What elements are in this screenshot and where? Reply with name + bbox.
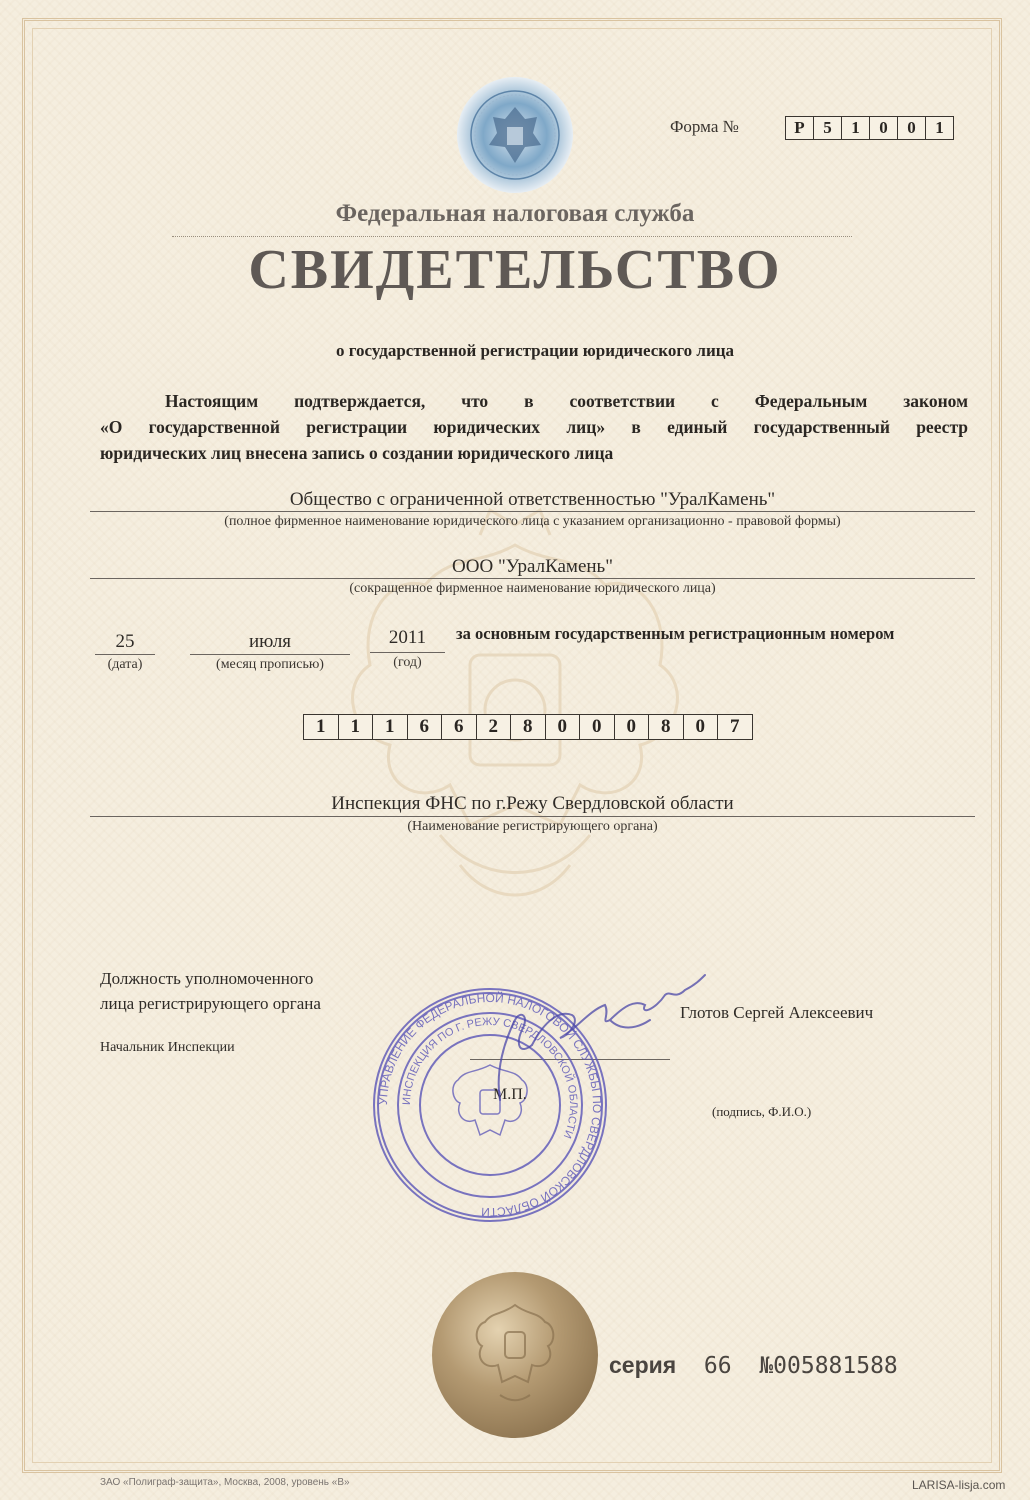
stamp-outer-text: УПРАВЛЕНИЕ ФЕДЕРАЛЬНОЙ НАЛОГОВОЙ СЛУЖБЫ ПО СВЕРДЛОВСКОЙ ОБЛАСТИ <box>375 990 605 1220</box>
ogrn-digit: 2 <box>477 715 512 739</box>
printer-imprint: ЗАО «Полиграф-защита», Москва, 2008, уровень «В» <box>100 1477 350 1488</box>
ogrn-digit: 0 <box>580 715 615 739</box>
blank-number: №005881588 <box>759 1353 898 1379</box>
form-code-digit: 1 <box>842 117 870 139</box>
position-caption-line: Должность уполномоченного <box>100 969 314 988</box>
series-number <box>609 1352 898 1379</box>
company-full-name: Общество с ограниченной ответственностью "УралКамень" <box>289 489 776 510</box>
field-underline <box>90 816 975 817</box>
form-code-digit: 0 <box>870 117 898 139</box>
ogrn-label: за основным государственным регистрационным номером <box>456 624 895 643</box>
confirmation-line: юридических лиц внесена запись о создании юридического лица <box>100 443 614 463</box>
agency-divider <box>172 236 852 237</box>
ogrn-digit: 1 <box>304 715 339 739</box>
position-caption-line: лица регистрирующего органа <box>100 994 321 1013</box>
company-short-name: ООО "УралКамень" <box>452 556 613 577</box>
form-code <box>785 116 954 140</box>
series-code: 66 <box>703 1353 732 1379</box>
registering-authority: Инспекция ФНС по г.Режу Свердловской области <box>331 793 734 814</box>
ogrn-digit: 6 <box>408 715 443 739</box>
registration-day-caption: (дата) <box>107 657 143 672</box>
registration-month: июля <box>248 631 292 652</box>
site-watermark: LARISA-lisja.com <box>912 1478 1006 1492</box>
form-code-digit: Р <box>786 117 814 139</box>
registration-day: 25 <box>115 631 135 652</box>
registering-authority-caption: (Наименование регистрирующего органа) <box>407 819 658 834</box>
company-short-name-caption: (сокращенное фирменное наименование юридического лица) <box>349 581 716 596</box>
form-label: Форма № <box>670 117 739 136</box>
field-underline <box>90 578 975 579</box>
stamp-place-mark: М.П. <box>493 1086 527 1103</box>
confirmation-line: Настоящим подтверждается, что в соответствии с Федеральным законом <box>165 391 968 411</box>
field-underline <box>95 654 155 655</box>
ogrn-digit: 6 <box>442 715 477 739</box>
hologram-emblem-icon <box>455 75 575 195</box>
ogrn-digit: 8 <box>511 715 546 739</box>
certificate-subtitle: о государственной регистрации юридического лица <box>335 341 735 360</box>
signatory-name: Глотов Сергей Алексеевич <box>680 1003 874 1022</box>
company-full-name-caption: (полное фирменное наименование юридического лица с указанием организационно - правовой формы) <box>224 514 841 529</box>
ogrn-digit: 0 <box>684 715 719 739</box>
ogrn-digit: 1 <box>339 715 374 739</box>
stamp-inner-text: ИНСПЕКЦИЯ ПО Г. РЕЖУ СВЕРДЛОВСКОЙ ОБЛАСТИ <box>400 1015 580 1140</box>
form-code-digit: 0 <box>898 117 926 139</box>
field-underline <box>370 652 445 653</box>
position-caption <box>100 966 321 1016</box>
ogrn-digit: 1 <box>373 715 408 739</box>
ogrn-digit: 8 <box>649 715 684 739</box>
agency-name: Федеральная налоговая служба <box>335 200 695 227</box>
official-position: Начальник Инспекции <box>100 1040 235 1055</box>
series-label: серия <box>609 1352 677 1378</box>
confirmation-line: «О государственной регистрации юридических лиц» в единый государственный реестр <box>100 417 968 437</box>
registration-month-caption: (месяц прописью) <box>216 657 324 672</box>
gold-emblem-seal-icon <box>430 1270 600 1440</box>
form-code-digit: 5 <box>814 117 842 139</box>
ogrn-digit: 0 <box>546 715 581 739</box>
signature-caption: (подпись, Ф.И.О.) <box>712 1104 812 1119</box>
certificate-title: СВИДЕТЕЛЬСТВО <box>248 239 782 301</box>
field-underline <box>90 511 975 512</box>
registration-year: 2011 <box>388 627 427 648</box>
ogrn-digit: 7 <box>730 716 740 737</box>
form-code-digit: 1 <box>935 118 944 137</box>
handwritten-signature-icon <box>460 960 720 1110</box>
confirmation-paragraph <box>100 388 968 466</box>
field-underline <box>190 654 350 655</box>
ogrn-number <box>303 714 753 740</box>
registration-year-caption: (год) <box>393 655 422 670</box>
ogrn-digit: 0 <box>615 715 650 739</box>
